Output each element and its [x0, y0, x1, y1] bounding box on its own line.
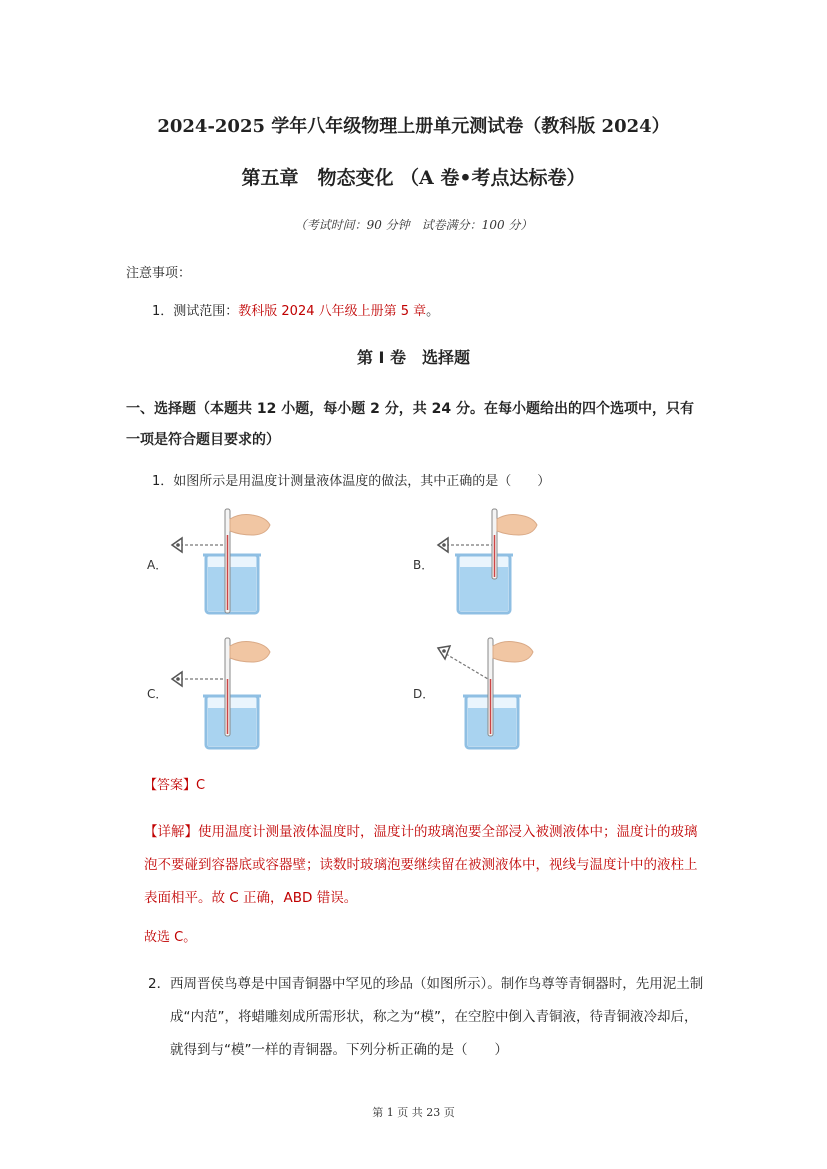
figure-option-b	[432, 505, 542, 615]
chapter-title: 第五章 物态变化 （A 卷•考点达标卷）	[241, 167, 586, 189]
doc-title: 2024-2025 学年八年级物理上册单元测试卷（教科版 2024）	[157, 116, 670, 137]
explanation	[144, 816, 708, 915]
notice-item-1-suffix: 。	[426, 304, 440, 319]
notice-item-1	[152, 300, 439, 319]
option-b-label: B．	[413, 558, 434, 572]
hand	[230, 515, 270, 536]
notice-heading: 注意事项：	[126, 266, 192, 281]
question-2-text: 西周晋侯鸟尊是中国青铜器中罕见的珍品（如图所示）。制作鸟尊等青铜器时，先用泥土制成“内范”，将蜡雕刻成所需形状，称之为“模”，在空腔中倒入青铜液，待青铜液冷却后，就得到与“模”一样的青铜器。下列分析正确的是（ ）	[170, 976, 704, 1058]
part1-header: 一、选择题（本题共 12 小题，每小题 2 分，共 24 分。在每小题给出的四个选项中，只有一项是符合题目要求的）	[126, 401, 694, 448]
hand	[493, 642, 533, 663]
hand	[230, 642, 270, 663]
section-title: 第 I 卷 选择题	[356, 348, 471, 367]
option-c-label: C．	[147, 687, 168, 701]
question-1-text: 1．如图所示是用温度计测量液体温度的做法，其中正确的是（ ）	[152, 474, 551, 489]
explanation-text: 使用温度计测量液体温度时，温度计的玻璃泡要全部浸入被测液体中；温度计的玻璃泡不要碰到容器底或容器壁；读数时玻璃泡要继续留在被测液体中，视线与温度计中的液柱上表面相平。故 C 正确，ABD 错误。	[144, 824, 698, 906]
option-d-label: D．	[413, 687, 435, 701]
figure-option-a	[168, 505, 278, 615]
exam-info: （考试时间：90 分钟 试卷满分：100 分）	[294, 218, 533, 232]
notice-item-1-prefix: 1．测试范围：	[152, 304, 239, 319]
hand	[497, 515, 537, 536]
option-a-label: A．	[147, 558, 168, 572]
notice-item-1-scope: 教科版 2024 八年级上册第 5 章	[238, 304, 427, 319]
explanation-label: 【详解】	[144, 824, 198, 840]
question-2	[148, 968, 710, 1067]
sight-line	[446, 654, 488, 679]
liquid	[460, 567, 508, 611]
liquid	[208, 708, 256, 746]
liquid	[208, 567, 256, 611]
page-footer: 第 1 页 共 23 页	[372, 1106, 455, 1119]
final-choice: 故选 C。	[144, 930, 197, 945]
figure-option-d	[432, 634, 542, 752]
figure-option-c	[168, 634, 278, 752]
question-2-number: 2．	[148, 976, 171, 992]
answer: 【答案】C	[144, 778, 206, 793]
